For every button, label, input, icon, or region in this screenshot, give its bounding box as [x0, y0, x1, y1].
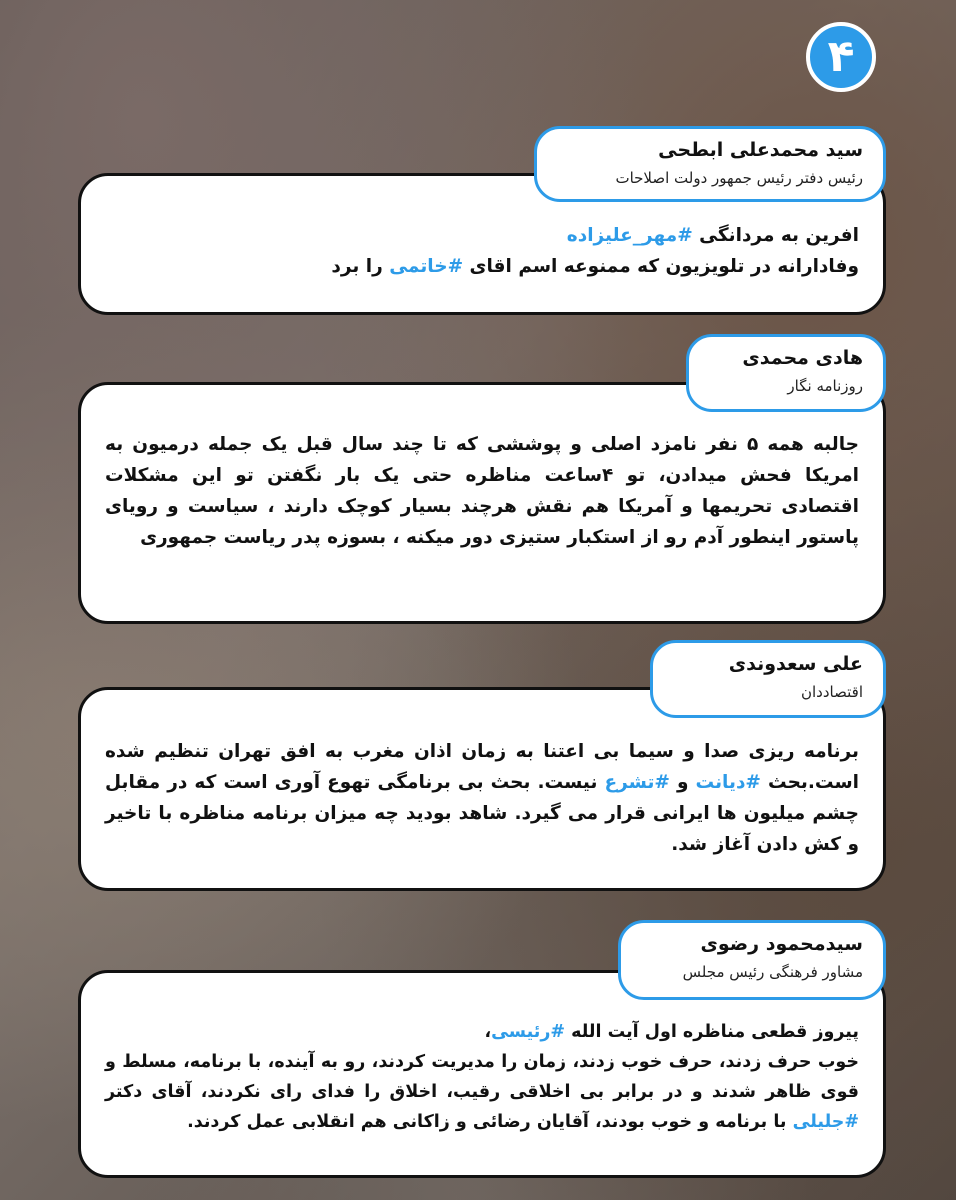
author-name: سیدمحمود رضوی [700, 933, 863, 955]
author-name: علی سعدوندی [728, 653, 863, 675]
quote-card [78, 382, 886, 624]
author-role: رئیس دفتر رئیس جمهور دولت اصلاحات [615, 169, 863, 187]
hashtag-link[interactable]: #دیانت [695, 772, 761, 793]
quote-text: برنامه ریزی صدا و سیما بی اعتنا به زمان اذان مغرب به افق تهران تنظیم شده است.بحث #دیانت و #تشرع نیست. بحث بی برنامگی تهوع آوری است که در مقابل چشم میلیون ها ایرانی قرار می گیرد. شاهد بودید چه میزان برنامه مناظره با تاخیر و کش دادن آغاز شد. [105, 741, 859, 855]
hashtag-link[interactable]: #خاتمی [389, 256, 464, 277]
quote-line: وفادارانه در تلویزیون که ممنوعه اسم اقای #خاتمی را برد [331, 256, 859, 277]
quote-line: پیروز قطعی مناظره اول آیت الله #رئیسی، [484, 1022, 859, 1042]
author-name-box [650, 640, 886, 718]
quote-card [78, 970, 886, 1178]
hashtag-link[interactable]: #تشرع [604, 772, 670, 793]
author-name-box [618, 920, 886, 1000]
hashtag-link[interactable]: #جلیلی [792, 1112, 859, 1132]
author-name: هادی محمدی [742, 347, 863, 369]
step-number-badge: ۴ [806, 22, 876, 92]
author-role: روزنامه نگار [787, 377, 863, 395]
quote-text: جالبه همه ۵ نفر نامزد اصلی و پوششی که تا چند سال قبل یک جمله درمیون به امریکا فحش میدادن، تو ۴ساعت مناظره حتی یک بار نگفتن تو این مشکلات اقتصادی تحریمها و آمریکا هم نقش هرچند بسیار کوچک دارند ، سیاست و رویای پاستور اینطور آدم رو از استکبار ستیزی دور میکنه ، بسوزه پدر ریاست جمهوری [105, 434, 860, 548]
quote-line: افرین به مردانگی #مهر_علیزاده [566, 225, 859, 246]
author-role: مشاور فرهنگی رئیس مجلس [682, 963, 863, 981]
quote-text: خوب حرف زدند، حرف خوب زدند، زمان را مدیریت کردند، رو به آینده، با برنامه، مسلط و قوی ظاهر شدند و در برابر بی اخلاقی رقیب، اخلاق را فدای رای نکردند، آقای دکتر #جلیلی با برنامه و خوب بودند، آقایان رضائی و زاکانی هم انقلابی عمل کردند. [105, 1052, 859, 1132]
author-name-box [534, 126, 886, 202]
author-name-box [686, 334, 886, 412]
author-role: اقتصاددان [801, 683, 863, 701]
hashtag-link[interactable]: #مهر_علیزاده [566, 225, 693, 246]
hashtag-link[interactable]: #رئیسی [491, 1022, 566, 1042]
author-name: سید محمدعلی ابطحی [658, 139, 863, 161]
